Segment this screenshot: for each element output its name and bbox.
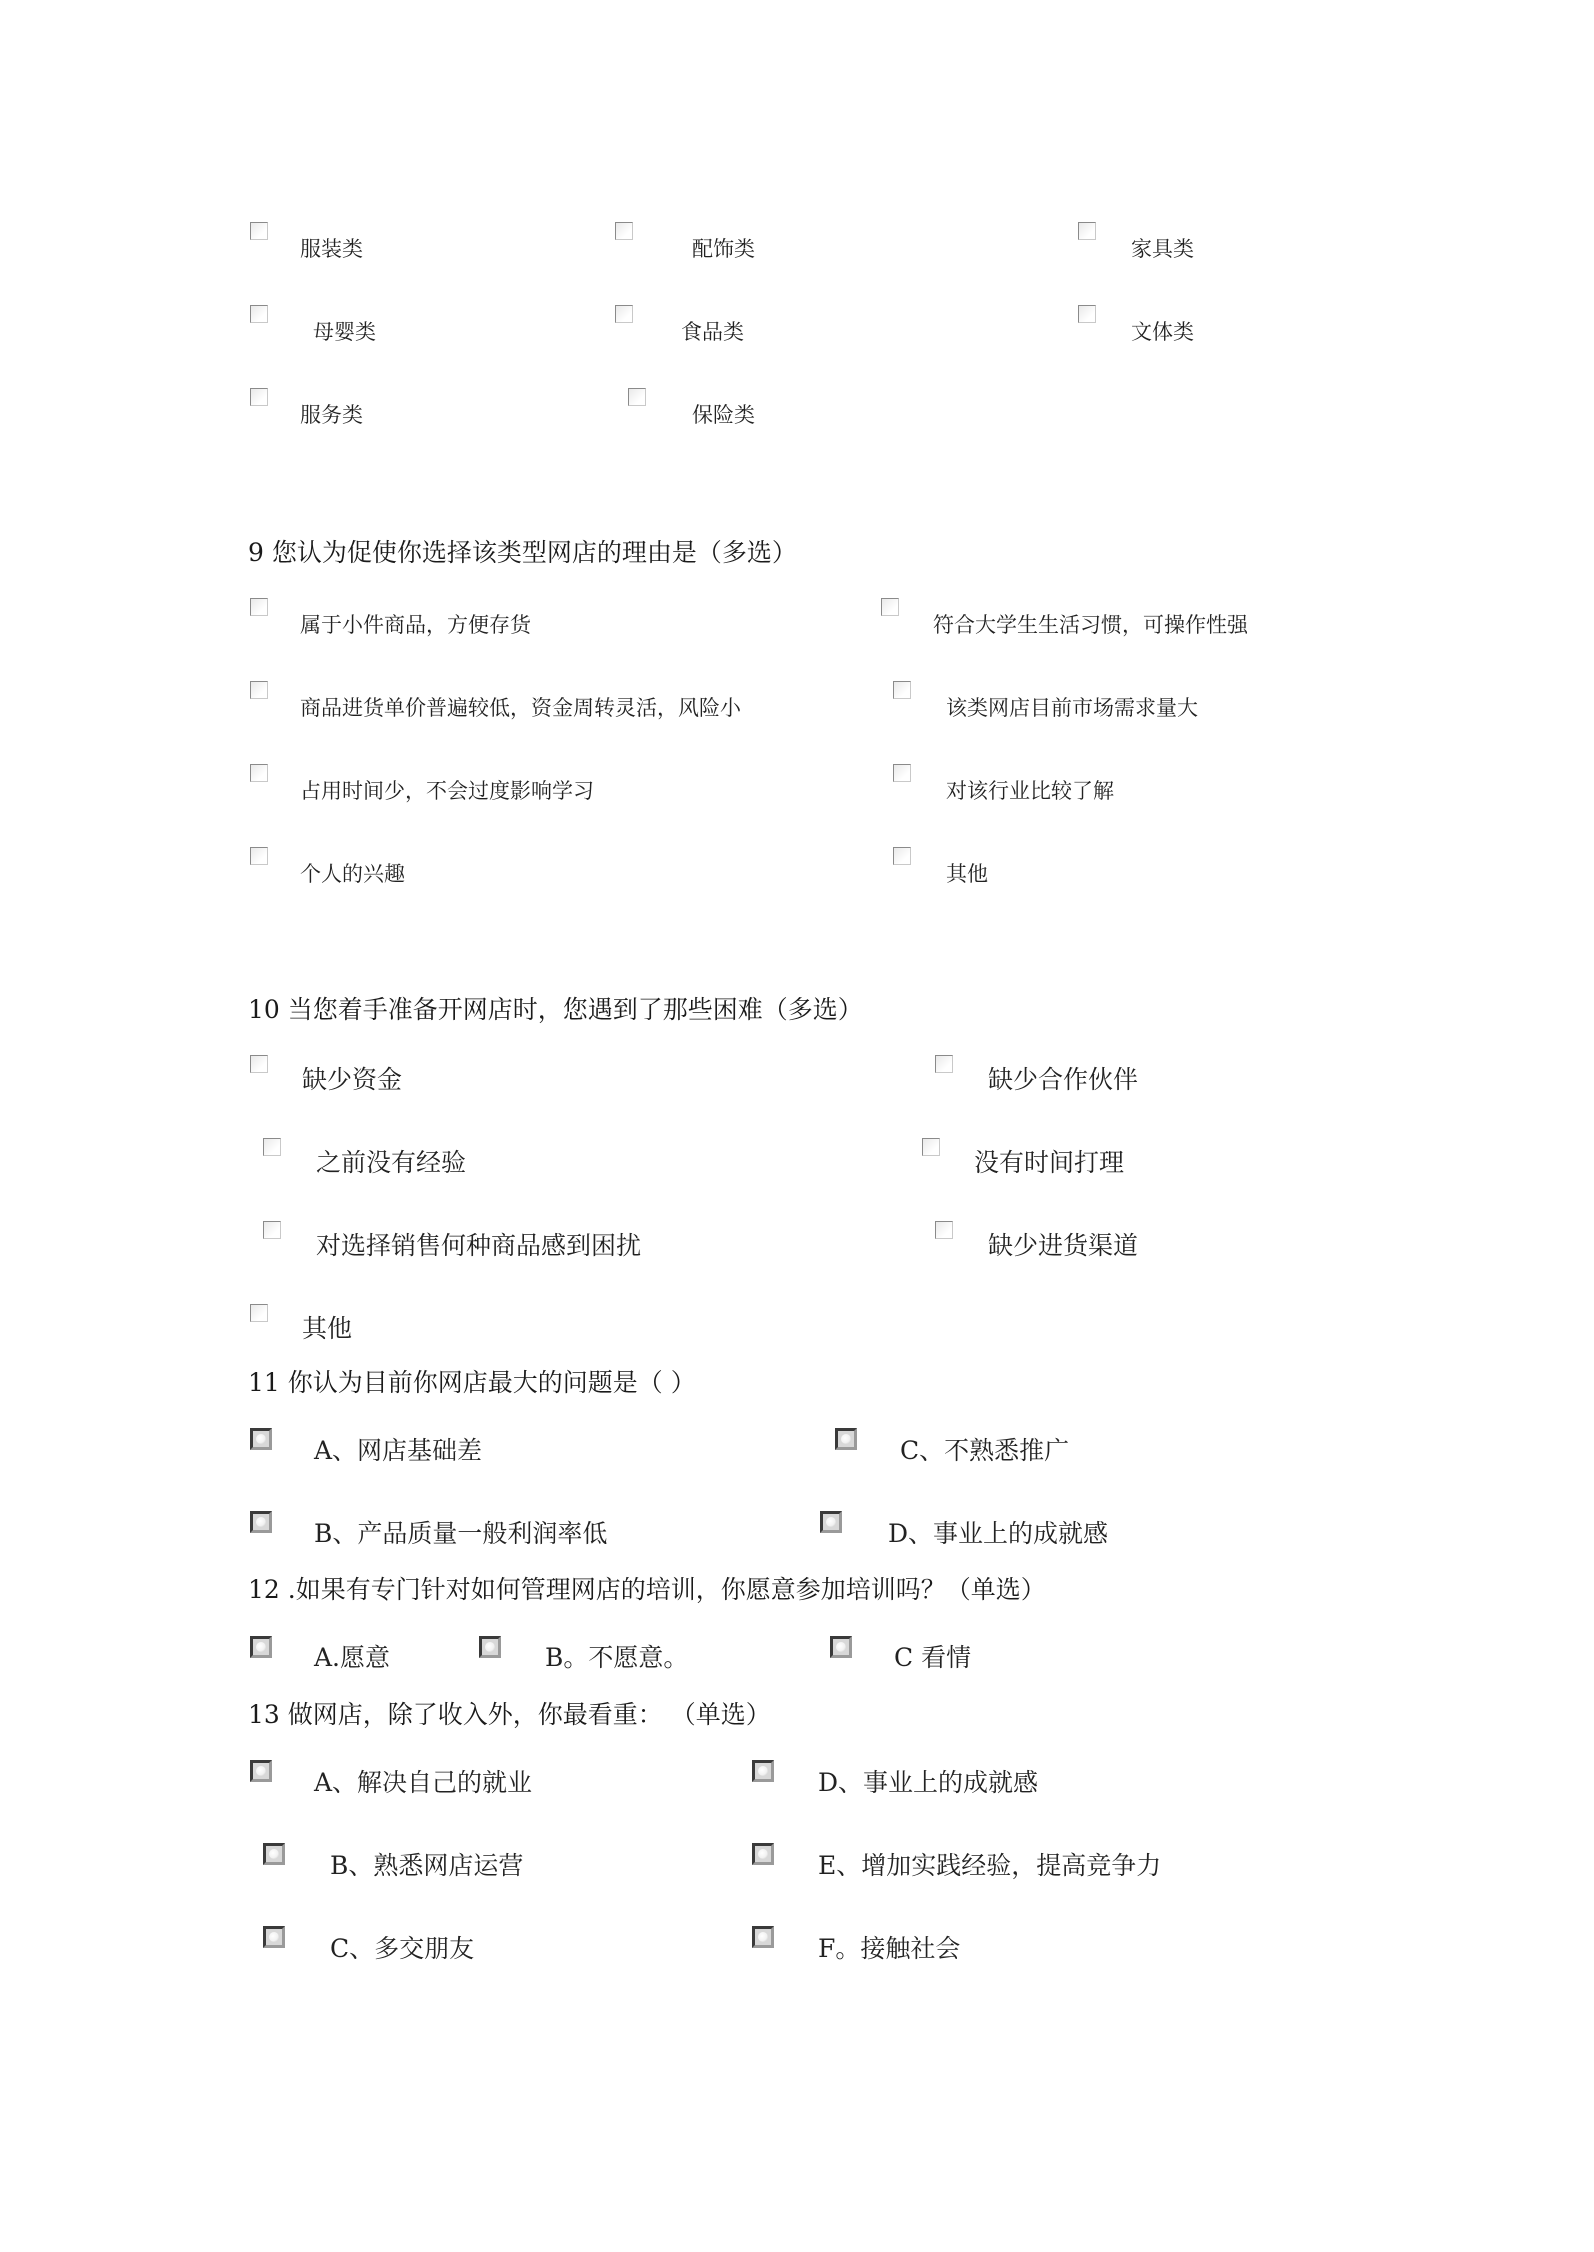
- option-label: 家具类: [1131, 237, 1194, 261]
- radio-button[interactable]: [752, 1760, 774, 1782]
- option-label: C、不熟悉推广: [900, 1436, 1070, 1465]
- option-label: A、解决自己的就业: [314, 1768, 533, 1797]
- checkbox[interactable]: [250, 847, 268, 865]
- option-label: 没有时间打理: [974, 1148, 1125, 1177]
- checkbox[interactable]: [250, 681, 268, 699]
- option-label: 配饰类: [692, 237, 755, 261]
- checkbox[interactable]: [893, 847, 911, 865]
- option-label: A、网店基础差: [314, 1436, 483, 1465]
- option-label: 缺少合作伙伴: [988, 1065, 1139, 1094]
- checkbox[interactable]: [250, 764, 268, 782]
- option-label: 占用时间少，不会过度影响学习: [300, 779, 594, 803]
- radio-button[interactable]: [820, 1511, 842, 1533]
- option-label: B、产品质量一般利润率低: [314, 1519, 608, 1548]
- option-label: C、多交朋友: [330, 1934, 475, 1963]
- option-label: F。接触社会: [818, 1934, 961, 1963]
- checkbox[interactable]: [922, 1138, 940, 1156]
- checkbox[interactable]: [935, 1055, 953, 1073]
- option-label: 对选择销售何种商品感到困扰: [316, 1231, 642, 1260]
- option-label: 之前没有经验: [316, 1148, 467, 1177]
- radio-button[interactable]: [835, 1428, 857, 1450]
- checkbox[interactable]: [628, 388, 646, 406]
- checkbox[interactable]: [893, 681, 911, 699]
- checkbox[interactable]: [250, 305, 268, 323]
- option-label: C 看情: [894, 1643, 972, 1672]
- option-label: 服务类: [300, 403, 363, 427]
- option-label: 属于小件商品，方便存货: [300, 613, 531, 637]
- option-label: E、增加实践经验，提高竞争力: [818, 1851, 1162, 1880]
- question-10-title: 10 当您着手准备开网店时，您遇到了那些困难（多选）: [248, 995, 863, 1024]
- radio-button[interactable]: [752, 1843, 774, 1865]
- option-label: D、事业上的成就感: [888, 1519, 1109, 1548]
- checkbox[interactable]: [263, 1138, 281, 1156]
- radio-button[interactable]: [250, 1428, 272, 1450]
- question-13-title: 13 做网店，除了收入外，你最看重： （单选）: [248, 1700, 771, 1729]
- radio-button[interactable]: [263, 1843, 285, 1865]
- radio-button[interactable]: [752, 1926, 774, 1948]
- option-label: 母婴类: [313, 320, 376, 344]
- option-label: B。不愿意。: [545, 1643, 689, 1672]
- checkbox[interactable]: [250, 1055, 268, 1073]
- option-label: B、熟悉网店运营: [330, 1851, 524, 1880]
- checkbox[interactable]: [1078, 222, 1096, 240]
- option-label: 其他: [946, 862, 988, 886]
- option-label: 服装类: [300, 237, 363, 261]
- question-12-title: 12 .如果有专门针对如何管理网店的培训，你愿意参加培训吗？（单选）: [248, 1575, 1046, 1604]
- checkbox[interactable]: [250, 598, 268, 616]
- radio-button[interactable]: [479, 1636, 501, 1658]
- option-label: A.愿意: [314, 1643, 391, 1672]
- checkbox[interactable]: [250, 388, 268, 406]
- option-label: 该类网店目前市场需求量大: [946, 696, 1198, 720]
- radio-button[interactable]: [250, 1760, 272, 1782]
- checkbox[interactable]: [263, 1221, 281, 1239]
- option-label: 符合大学生生活习惯，可操作性强: [933, 613, 1248, 637]
- radio-button[interactable]: [250, 1511, 272, 1533]
- option-label: 其他: [302, 1314, 353, 1343]
- radio-button[interactable]: [250, 1636, 272, 1658]
- option-label: 缺少资金: [302, 1065, 403, 1094]
- question-11-title: 11 你认为目前你网店最大的问题是（ ）: [248, 1368, 696, 1397]
- option-label: D、事业上的成就感: [818, 1768, 1039, 1797]
- option-label: 个人的兴趣: [300, 862, 405, 886]
- option-label: 商品进货单价普遍较低，资金周转灵活，风险小: [300, 696, 741, 720]
- option-label: 对该行业比较了解: [946, 779, 1114, 803]
- checkbox[interactable]: [881, 598, 899, 616]
- question-9-title: 9 您认为促使你选择该类型网店的理由是（多选）: [248, 538, 797, 567]
- checkbox[interactable]: [1078, 305, 1096, 323]
- checkbox[interactable]: [615, 305, 633, 323]
- checkbox[interactable]: [250, 222, 268, 240]
- option-label: 缺少进货渠道: [988, 1231, 1139, 1260]
- radio-button[interactable]: [830, 1636, 852, 1658]
- radio-button[interactable]: [263, 1926, 285, 1948]
- checkbox[interactable]: [615, 222, 633, 240]
- checkbox[interactable]: [893, 764, 911, 782]
- option-label: 文体类: [1131, 320, 1194, 344]
- option-label: 保险类: [692, 403, 755, 427]
- checkbox[interactable]: [935, 1221, 953, 1239]
- checkbox[interactable]: [250, 1304, 268, 1322]
- option-label: 食品类: [681, 320, 744, 344]
